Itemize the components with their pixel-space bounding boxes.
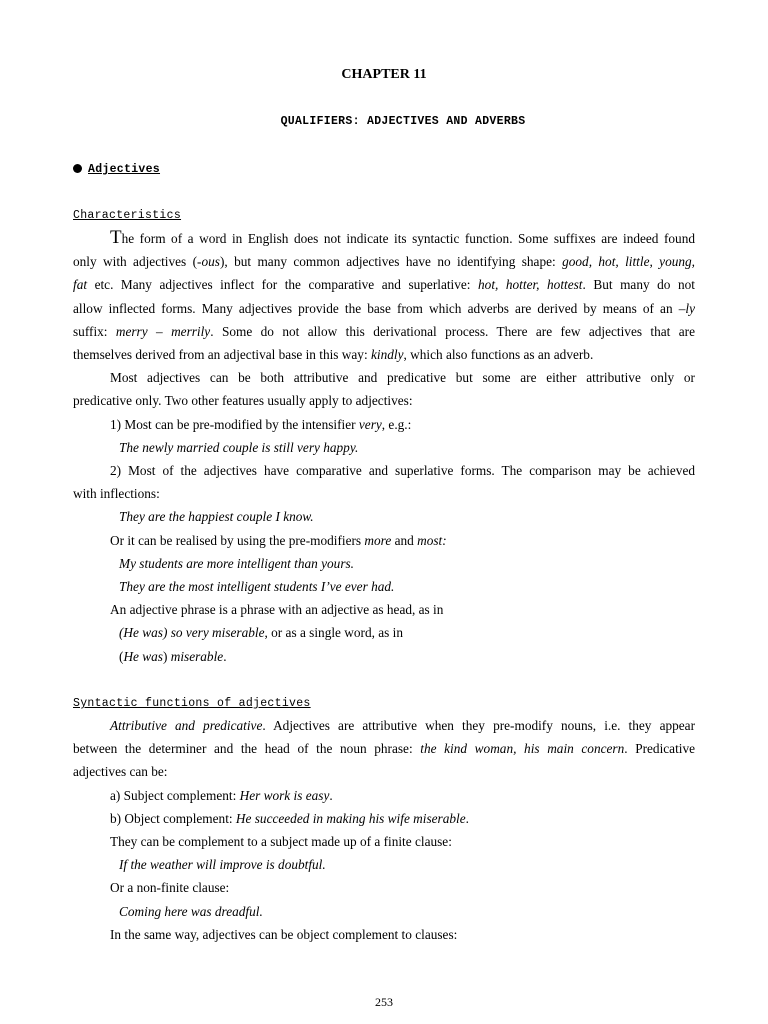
text-line <box>73 273 695 296</box>
text-span: only with adjectives ( <box>73 254 198 270</box>
text-line <box>73 320 695 343</box>
text-span: a) Subject complement: <box>110 787 240 803</box>
italic-span: -ous <box>197 254 220 270</box>
text-span: , e.g.: <box>381 416 412 432</box>
italic-span: hot, hotter, hottest <box>478 277 583 293</box>
drop-cap: T <box>110 227 122 248</box>
text-span: 1) Most can be pre-modified by the intensifier <box>110 416 359 432</box>
text-line: An adjective phrase is a phrase with an adjective as head, as in <box>110 602 444 618</box>
example-sentence: They are the happiest couple I know. <box>119 509 314 525</box>
text-span: ( <box>119 648 124 664</box>
italic-span: more <box>364 532 392 548</box>
chapter-title: CHAPTER 11 <box>341 67 427 82</box>
italic-span: merry – merrily <box>115 323 211 339</box>
chapter-subtitle: QUALIFIERS: ADJECTIVES AND ADVERBS <box>280 115 526 128</box>
text-span: etc. Many adjectives inflect for the comparative and superlative: <box>87 277 479 293</box>
text-line <box>73 297 695 320</box>
text-span: , which also functions as an adverb. <box>403 347 594 363</box>
italic-span: He was <box>123 648 163 664</box>
text-span: themselves derived from an adjectival base in this way: <box>73 347 371 363</box>
list-item <box>73 413 695 436</box>
italic-span: most: <box>417 532 447 548</box>
italic-span: very <box>358 416 382 432</box>
text-span: . Some do not allow this derivational process. There are few adjectives that are <box>210 323 695 339</box>
syntactic-paragraph <box>73 714 695 946</box>
text-span: . <box>329 787 333 803</box>
italic-span: He succeeded in making his wife miserable <box>235 810 466 826</box>
characteristics-heading-text: Characteristics <box>73 209 182 222</box>
adjectives-heading <box>73 160 160 176</box>
example-sentence: They are the most intelligent students I’ve ever had. <box>119 579 395 595</box>
italic-span: Attributive and predicative <box>110 718 263 733</box>
text-span: ) <box>162 648 171 664</box>
text-span: . Predicative <box>624 741 696 757</box>
syntactic-functions-heading <box>73 694 311 710</box>
characteristics-heading <box>73 206 181 222</box>
text-line <box>73 529 695 552</box>
italic-span: miserable <box>170 648 224 664</box>
text-span: allow inflected forms. Many adjectives provide the base from which adverbs are derived by means of an – <box>73 300 686 316</box>
text-span: Or it can be realised by using the pre-modifiers <box>110 532 365 548</box>
text-span: . <box>465 810 469 826</box>
example-sentence: My students are more intelligent than yours. <box>119 555 355 571</box>
text-span: and <box>391 532 418 548</box>
italic-span: kindly <box>370 347 404 363</box>
list-item: 2) Most of the adjectives have comparative and superlative forms. The comparison may be achieved <box>110 463 695 479</box>
list-item <box>73 784 695 807</box>
text-span: he form of a word in English does not indicate its syntactic function. Some suffixes are indeed found <box>121 231 695 246</box>
example-sentence <box>73 645 695 668</box>
text-line: with inflections: <box>73 486 160 502</box>
list-item <box>73 807 695 830</box>
text-span: ), but many common adjectives have no identifying shape: <box>219 254 563 270</box>
text-line <box>73 714 695 737</box>
italic-span: good, hot, little, young, <box>562 254 695 270</box>
text-span: b) Object complement: <box>110 810 236 826</box>
text-span: between the determiner and the head of the noun phrase: <box>73 741 421 757</box>
text-span: . <box>223 648 227 664</box>
text-line: predicative only. Two other features usually apply to adjectives: <box>73 393 413 409</box>
italic-span: fat <box>73 277 88 293</box>
text-span: suffix: <box>73 323 116 339</box>
example-sentence: The newly married couple is still very happy. <box>119 439 359 455</box>
text-line: adjectives can be: <box>73 764 168 780</box>
example-sentence: Coming here was dreadful. <box>119 903 263 919</box>
text-line <box>73 737 695 760</box>
text-span: . Adjectives are attributive when they pre-modify nouns, i.e. they appear <box>262 718 695 733</box>
italic-span: the kind woman, his main concern <box>420 741 625 757</box>
adjectives-heading-text: Adjectives <box>88 163 161 176</box>
text-line: In the same way, adjectives can be object complement to clauses: <box>110 926 458 942</box>
characteristics-paragraph <box>73 226 695 668</box>
example-sentence: If the weather will improve is doubtful. <box>119 857 326 873</box>
page-number: 253 <box>375 995 393 1009</box>
text-line <box>73 226 695 250</box>
text-line <box>73 343 695 366</box>
text-line: Most adjectives can be both attributive and predicative but some are either attributive only or <box>110 370 695 386</box>
text-span: , or as a single word, as in <box>264 625 403 641</box>
example-sentence <box>73 621 695 644</box>
text-line: Or a non-finite clause: <box>110 880 230 896</box>
syntactic-functions-heading-text: Syntactic functions of adjectives <box>73 697 311 710</box>
italic-span: Her work is easy <box>239 787 330 803</box>
italic-span: ly <box>685 300 695 316</box>
bullet-icon <box>73 164 82 173</box>
text-span: . But many do not <box>582 277 695 293</box>
italic-span: (He was) so very miserable <box>119 625 265 641</box>
text-line <box>73 250 695 273</box>
text-line: They can be complement to a subject made up of a finite clause: <box>110 834 452 850</box>
